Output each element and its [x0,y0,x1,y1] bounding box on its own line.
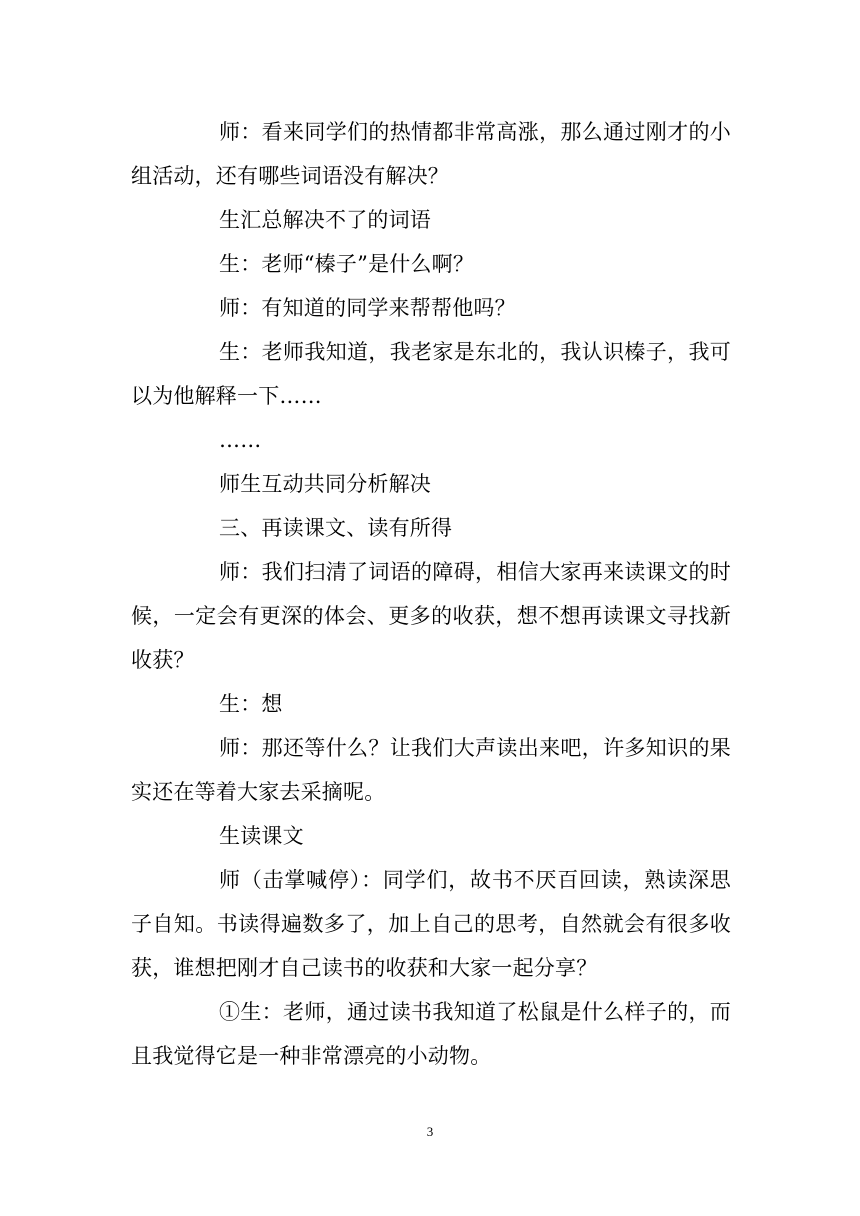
paragraph-13: 师（击掌喊停）：同学们，故书不厌百回读，熟读深思子自知。书读得遍数多了，加上自己的思考，自然就会有很多收获，谁想把刚才自己读书的收获和大家一起分享？ [131,868,731,980]
section-heading: 三、再读课文、读有所得 [219,516,453,540]
paragraph-11: 师：那还等什么？让我们大声读出来吧，许多知识的果实还在等着大家去采摘呢。 [131,736,731,804]
document-body [131,110,731,1078]
paragraph-2: 生汇总解决不了的词语 [219,208,431,232]
paragraph-5: 生：老师我知道，我老家是东北的，我认识榛子，我可以为他解释一下…… [131,340,731,408]
paragraph-6: …… [219,428,262,452]
paragraph-3: 生：老师“榛子”是什么啊？ [219,252,475,276]
paragraph-1: 师：看来同学们的热情都非常高涨，那么通过刚才的小组活动，还有哪些词语没有解决？ [131,120,731,188]
paragraph-7: 师生互动共同分析解决 [219,472,431,496]
paragraph-4: 师：有知道的同学来帮帮他吗？ [219,296,516,320]
paragraph-9: 师：我们扫清了词语的障碍，相信大家再来读课文的时候，一定会有更深的体会、更多的收获，想不想再读课文寻找新收获？ [131,560,731,672]
paragraph-12: 生读课文 [219,824,304,848]
page-number: 3 [426,1124,434,1139]
paragraph-10: 生：想 [219,692,283,716]
paragraph-14: ①生：老师，通过读书我知道了松鼠是什么样子的，而且我觉得它是一种非常漂亮的小动物。 [131,1000,731,1068]
